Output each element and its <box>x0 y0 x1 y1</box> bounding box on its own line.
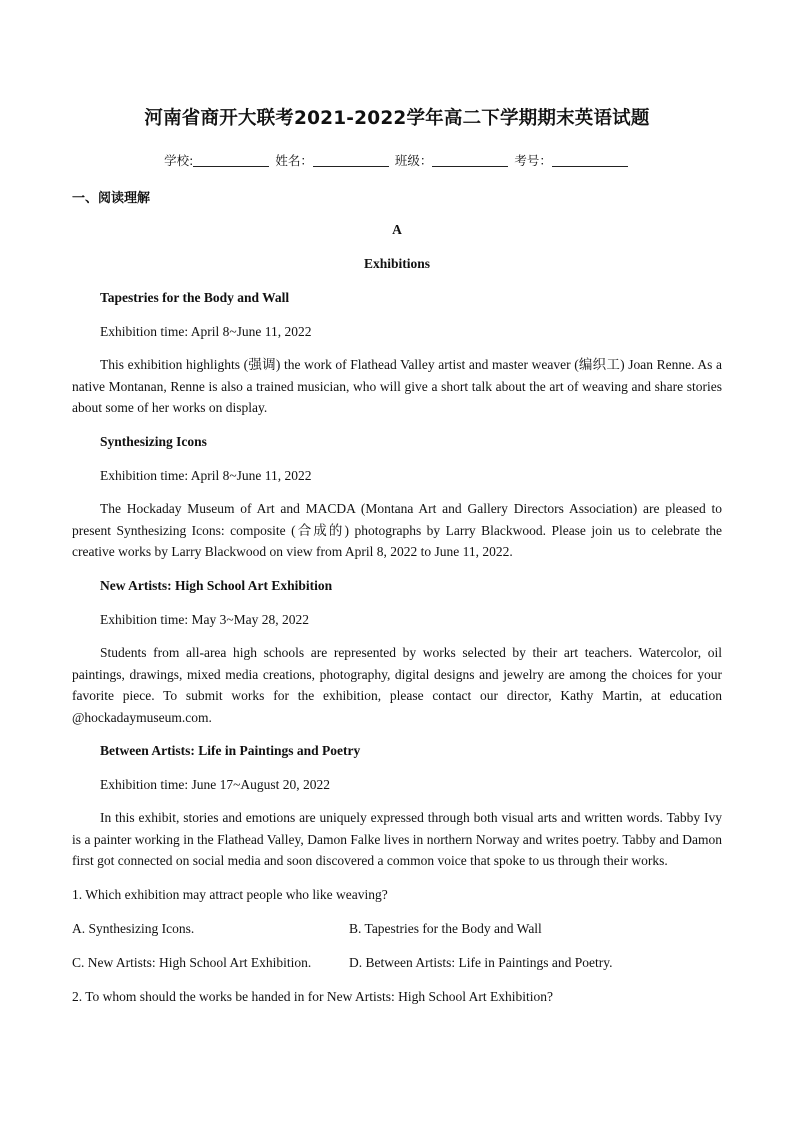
info-label-class: 班级： <box>394 153 433 168</box>
info-label-school: 学校: <box>164 153 194 168</box>
exhibition-4-description: In this exhibit, stories and emotions are uniquely expressed through both visual arts and written words. Tabby Ivy is a painter working in the Flathead Valley, Damon Falke lives in northern Norway and writes poetry. Tabby and Damon first got connected on social media and soon discovered a common voice that spoke to us through their works. <box>72 810 722 868</box>
exhibition-4-name: Between Artists: Life in Paintings and Poetry <box>100 743 361 758</box>
exhibition-3-time: Exhibition time: May 3~May 28, 2022 <box>100 612 310 627</box>
exhibition-1-name: Tapestries for the Body and Wall <box>100 290 290 305</box>
exam-number-blank <box>552 154 628 167</box>
exhibition-2-time: Exhibition time: April 8~June 11, 2022 <box>100 468 312 483</box>
question-1-option-a: A. Synthesizing Icons. <box>72 921 195 936</box>
exhibition-2-description: The Hockaday Museum of Art and MACDA (Montana Art and Gallery Directors Association) are pleased to present Synthesizing Icons: composite (合成的) photographs by Larry Blackwood. Please join us to celebrate the creative works by Larry Blackwood on view from April 8, 2022 to June 11, 2022. <box>72 501 722 559</box>
passage-title: Exhibitions <box>363 256 431 271</box>
class-blank <box>432 154 508 167</box>
info-label-exam-number: 考号： <box>514 153 552 168</box>
exhibition-1-time: Exhibition time: April 8~June 11, 2022 <box>100 324 312 339</box>
student-info-line <box>72 151 722 169</box>
school-blank <box>193 154 269 167</box>
info-label-name: 姓名： <box>275 153 313 168</box>
passage-letter: A <box>392 222 402 237</box>
question-1-stem: 1. Which exhibition may attract people who like weaving? <box>72 887 388 902</box>
exhibition-3-name: New Artists: High School Art Exhibition <box>100 578 333 593</box>
exhibition-4-time: Exhibition time: June 17~August 20, 2022 <box>100 777 331 792</box>
question-2-stem: 2. To whom should the works be handed in for New Artists: High School Art Exhibition? <box>72 989 554 1004</box>
question-1-option-b: B. Tapestries for the Body and Wall <box>349 921 542 936</box>
name-blank <box>313 154 389 167</box>
exhibition-3-description: Students from all-area high schools are represented by works selected by their art teachers. Watercolor, oil paintings, drawings, mixed media creations, photography, digital designs and jewelry are among the choices for your favorite piece. To submit works for the exhibition, please contact our director, Kathy Martin, at education @hockadaymuseum.com. <box>72 645 722 725</box>
exhibition-2-name: Synthesizing Icons <box>100 434 207 449</box>
question-1-option-d: D. Between Artists: Life in Paintings and Poetry. <box>349 955 613 970</box>
exhibition-1-description: This exhibition highlights (强调) the work of Flathead Valley artist and master weaver (编织工) Joan Renne. As a native Montanan, Renne is also a trained musician, who will give a short talk about the art of weaving and share stories about some of her works on display. <box>72 357 722 415</box>
page-title: 河南省商开大联考2021-2022学年高二下学期期末英语试题 <box>144 108 650 129</box>
section-heading: 一、阅读理解 <box>72 191 151 206</box>
question-1-option-c: C. New Artists: High School Art Exhibition. <box>72 955 312 970</box>
